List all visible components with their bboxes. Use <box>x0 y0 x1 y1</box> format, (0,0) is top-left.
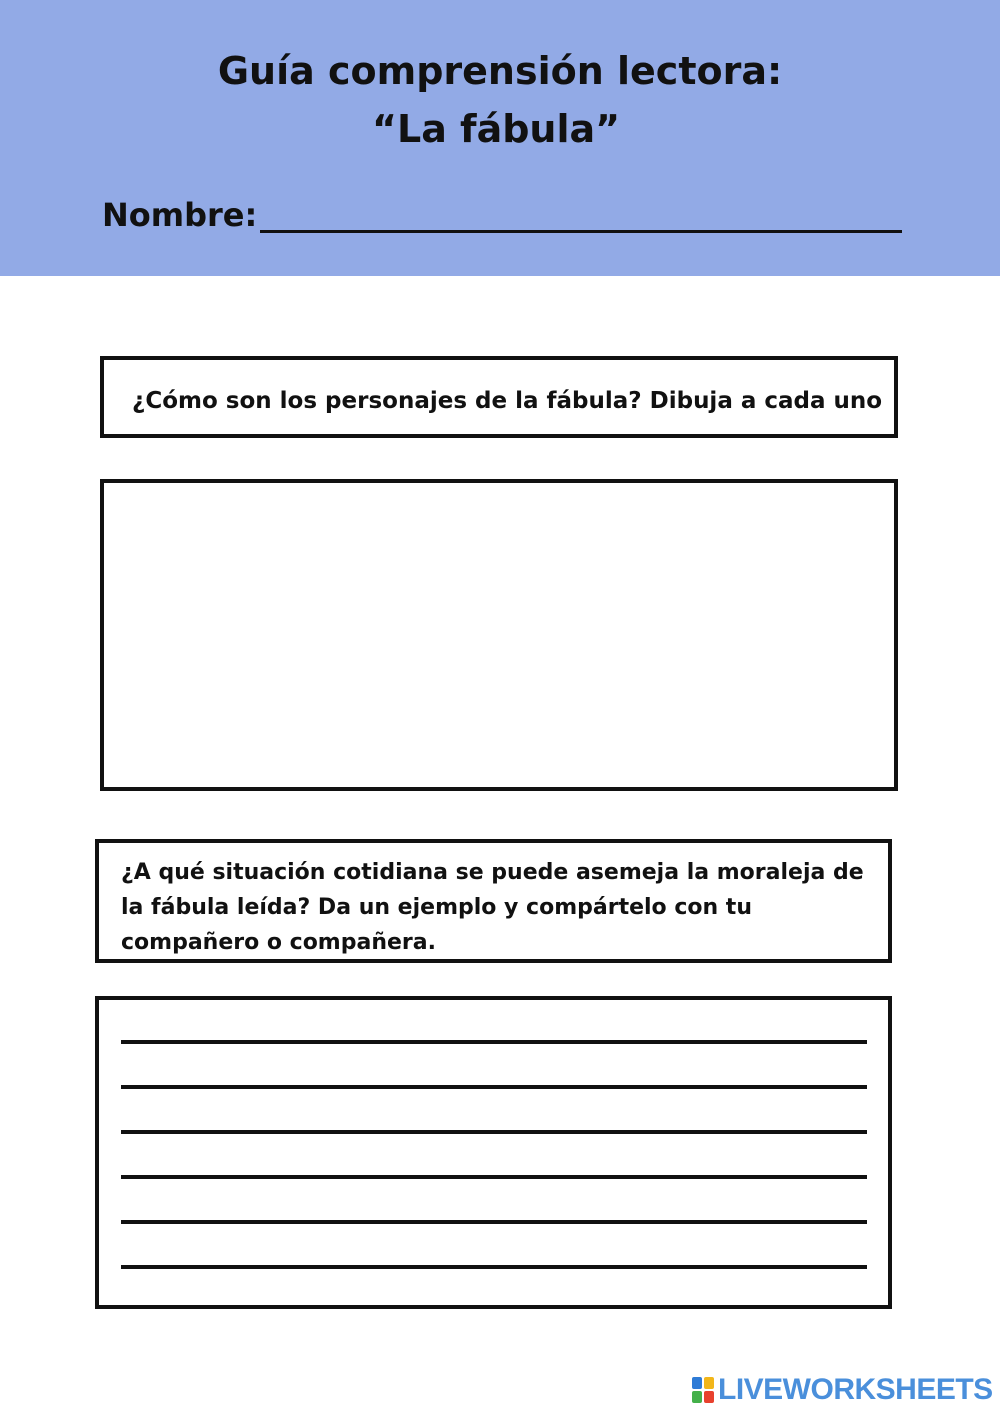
answer-area[interactable] <box>95 996 892 1309</box>
name-row <box>102 192 902 238</box>
logo-square <box>692 1377 702 1389</box>
question-1-text: ¿Cómo son los personajes de la fábula? Dibuja a cada uno <box>132 388 883 414</box>
logo-square <box>704 1391 714 1403</box>
header-banner <box>0 0 1000 276</box>
logo-text: LIVEWORKSHEETS <box>718 1373 993 1406</box>
page-subtitle: “La fábula” <box>372 107 621 151</box>
answer-line[interactable] <box>121 1040 867 1044</box>
logo-square <box>704 1377 714 1389</box>
name-label: Nombre: <box>102 196 258 234</box>
liveworksheets-logo-icon <box>692 1377 714 1403</box>
drawing-area[interactable] <box>100 479 898 791</box>
answer-line[interactable] <box>121 1130 867 1134</box>
answer-line[interactable] <box>121 1085 867 1089</box>
liveworksheets-logo <box>692 1372 993 1408</box>
logo-square <box>692 1391 702 1403</box>
answer-line[interactable] <box>121 1175 867 1179</box>
name-input-line[interactable] <box>260 230 902 233</box>
question-2-text: ¿A qué situación cotidiana se puede asemeja la moraleja de la fábula leída? Da un ejemplo y compártelo con tu compañero o compañera. <box>121 860 864 955</box>
answer-line[interactable] <box>121 1220 867 1224</box>
question-2-box <box>95 839 892 963</box>
question-1-box <box>100 356 898 438</box>
page-title: Guía comprensión lectora: <box>217 49 783 93</box>
answer-line[interactable] <box>121 1265 867 1269</box>
